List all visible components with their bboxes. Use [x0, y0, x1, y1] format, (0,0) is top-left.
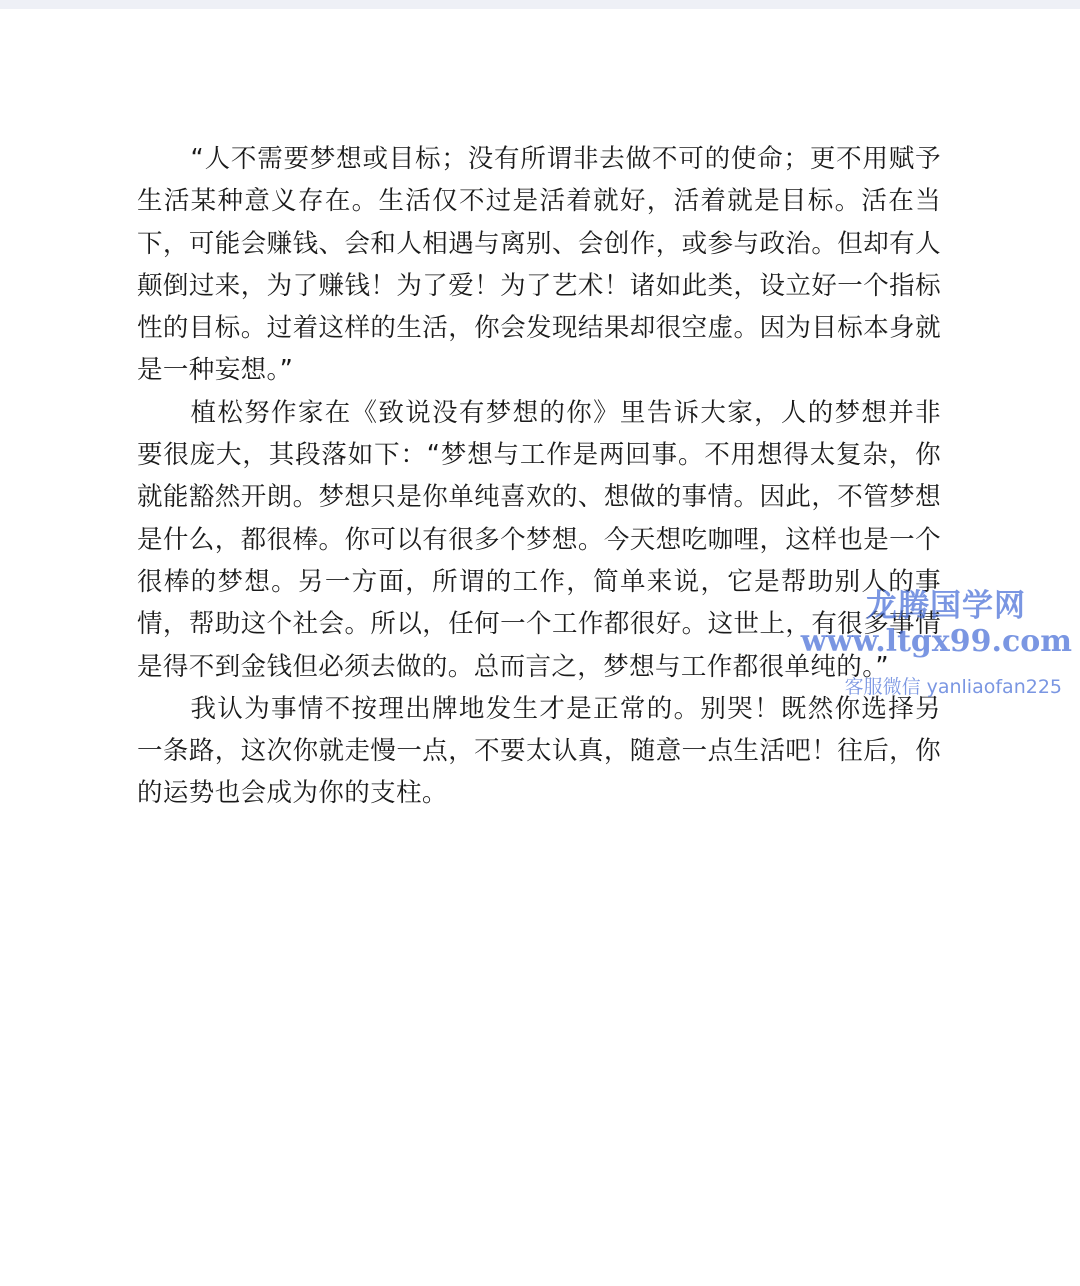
- document-body: [137, 138, 941, 815]
- watermark-site-name: 龙腾国学网: [866, 588, 1026, 624]
- top-edge-strip: [0, 0, 1080, 9]
- watermark-url: www.ltgx99.com: [800, 624, 1072, 659]
- paragraph-3: 我认为事情不按理出牌地发生才是正常的。别哭！既然你选择另一条路，这次你就走慢一点，不要太认真，随意一点生活吧！往后，你的运势也会成为你的支柱。: [137, 693, 941, 809]
- watermark-contact: 客服微信 yanliaofan225: [844, 676, 1062, 698]
- paragraph-1: “人不需要梦想或目标；没有所谓非去做不可的使命；更不用赋予生活某种意义存在。生活仅不过是活着就好，活着就是目标。活在当下，可能会赚钱、会和人相遇与离别、会创作，或参与政治。但却有人颠倒过来，为了赚钱！为了爱！为了艺术！诸如此类，设立好一个指标性的目标。过着这样的生活，你会发现结果却很空虚。因为目标本身就是一种妄想。”: [137, 144, 941, 386]
- paragraph-2: 植松努作家在《致说没有梦想的你》里告诉大家，人的梦想并非要很庞大，其段落如下：“梦想与工作是两回事。不用想得太复杂，你就能豁然开朗。梦想只是你单纯喜欢的、想做的事情。因此，不管梦想是什么，都很棒。你可以有很多个梦想。今天想吃咖哩，这样也是一个很棒的梦想。另一方面，所谓的工作，简单来说，它是帮助别人的事情，帮助这个社会。所以，任何一个工作都很好。这世上，有很多事情是得不到金钱但必须去做的。总而言之，梦想与工作都很单纯的。”: [137, 397, 941, 682]
